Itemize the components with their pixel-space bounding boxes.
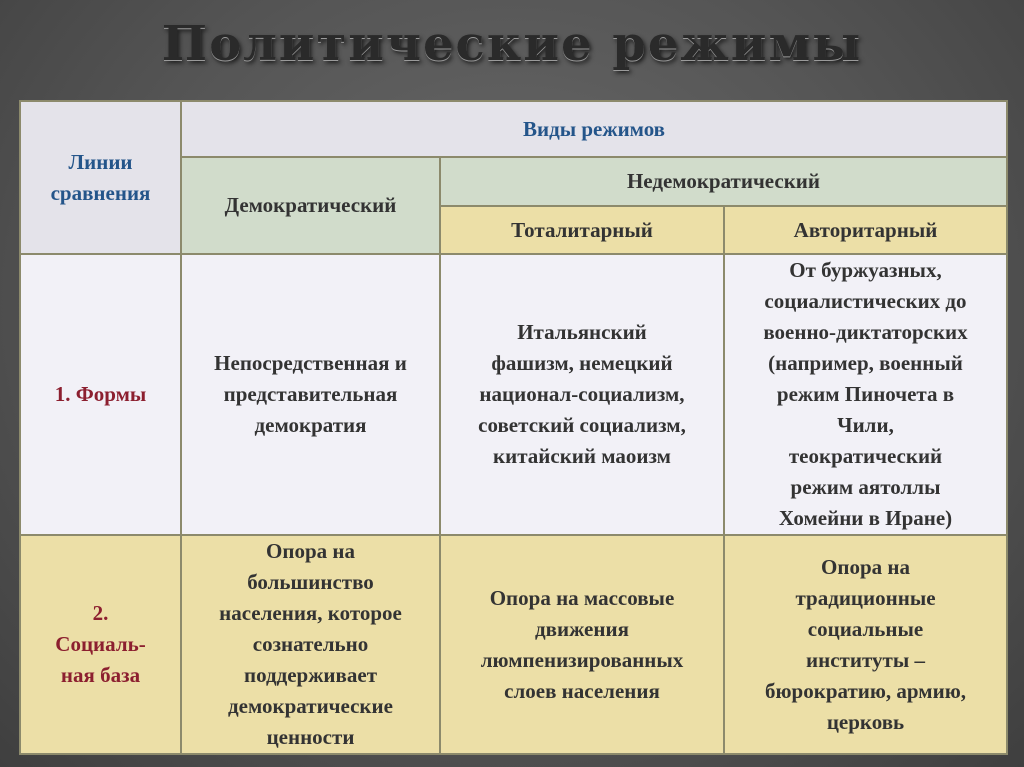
democratic-header: Демократический [181, 157, 440, 254]
row-label-line: ная база [60, 663, 141, 687]
cell-line: демократия [254, 413, 367, 437]
cell-line: бюрократию, армию, [765, 678, 966, 703]
cell-line: движения [535, 616, 629, 641]
cell-line: советский социализм, [478, 413, 686, 437]
cell-line: институты – [806, 647, 925, 672]
authoritarian-header: Авторитарный [724, 206, 1007, 254]
row-label-line: Социаль- [55, 632, 146, 656]
cell-line: ценности [266, 725, 355, 749]
cell-line: сознательно [252, 632, 369, 656]
cell-line: национал-социализм, [479, 382, 685, 406]
cell-line: Опора на [821, 554, 910, 579]
criteria-header-line-2: сравнения [50, 180, 151, 205]
cell-line: поддерживает [243, 663, 378, 687]
cell-line: большинство [247, 570, 374, 594]
cell-line: церковь [826, 709, 905, 734]
regimes-table [19, 100, 1008, 755]
cell-line: режим Пиночета в [776, 382, 955, 406]
cell-line: теократический [788, 444, 943, 468]
cell-line: социалистических до [764, 289, 967, 313]
cell-line: Опора на массовые [489, 585, 675, 610]
forms-democratic-cell [181, 254, 440, 535]
totalitarian-header: Тоталитарный [440, 206, 724, 254]
cell-line: слоев населения [504, 678, 660, 703]
cell-line: Итальянский [517, 320, 647, 344]
social-totalitarian-cell [440, 535, 724, 754]
cell-line: От буржуазных, [789, 258, 942, 282]
cell-line: традиционные [795, 585, 936, 610]
cell-line: Опора на [266, 539, 355, 563]
social-democratic-cell [181, 535, 440, 754]
cell-line: (например, военный [768, 351, 963, 375]
criteria-header-line-1: Линии [68, 149, 133, 174]
page-title: Политические режимы [161, 16, 863, 72]
cell-line: демократические [228, 694, 393, 718]
cell-line: китайский маоизм [493, 444, 671, 468]
cell-line: военно-диктаторских [763, 320, 968, 344]
row-label-forms [20, 254, 181, 535]
forms-authoritarian-cell [724, 254, 1007, 535]
cell-line: фашизм, немецкий [491, 351, 673, 375]
nondemocratic-header: Недемократический [440, 157, 1007, 206]
forms-totalitarian-cell [440, 254, 724, 535]
regime-types-header: Виды режимов [181, 101, 1007, 157]
table-row [20, 535, 1007, 754]
cell-line: Непосредственная и [214, 351, 407, 375]
table-row [20, 254, 1007, 535]
row-label-line: 1. Формы [54, 382, 147, 406]
cell-line: представительная [223, 382, 398, 406]
cell-line: социальные [807, 616, 924, 641]
row-label-social-base [20, 535, 181, 754]
cell-line: Чили, [837, 413, 894, 437]
criteria-header-cell [20, 101, 181, 254]
row-label-line: 2. [92, 601, 109, 625]
cell-line: режим аятоллы [790, 475, 941, 499]
social-authoritarian-cell [724, 535, 1007, 754]
cell-line: населения, которое [219, 601, 402, 625]
cell-line: Хомейни в Иране) [778, 506, 953, 530]
cell-line: люмпенизированных [480, 647, 684, 672]
